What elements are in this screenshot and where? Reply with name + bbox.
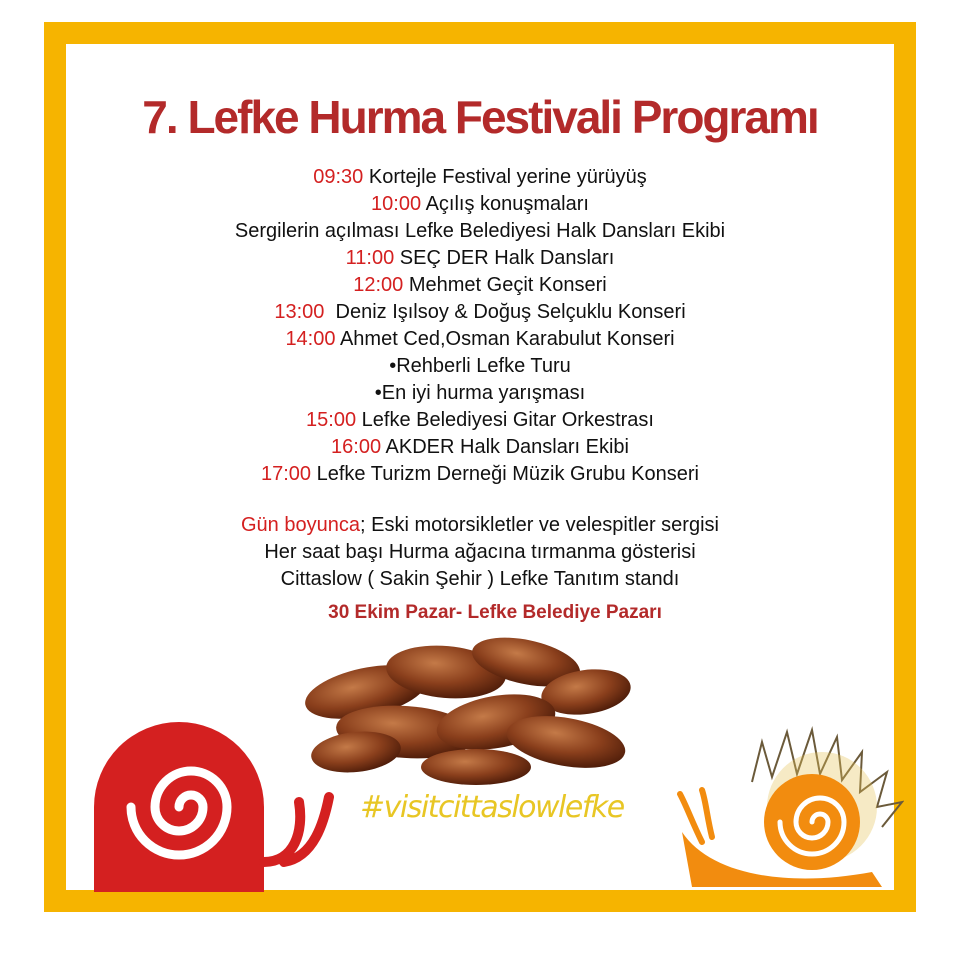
schedule-item: [0, 272, 960, 299]
all-day-section: [0, 512, 960, 593]
schedule-text: •En iyi hurma yarışması: [374, 382, 586, 404]
schedule-text: Lefke Turizm Derneği Müzik Grubu Konseri: [311, 463, 699, 485]
hashtag: #visitcittaslowlefke: [360, 790, 624, 825]
all-day-line: [0, 512, 960, 539]
dates-image: [296, 632, 646, 792]
schedule-text: Ahmet Ced,Osman Karabulut Konseri: [335, 328, 675, 350]
all-day-line: Cittaslow ( Sakin Şehir ) Lefke Tanıtım standı: [280, 568, 680, 590]
schedule-item: [0, 218, 960, 245]
poster-title: 7. Lefke Hurma Festivali Programı: [142, 91, 818, 143]
schedule-time: 16:00: [331, 436, 382, 458]
red-snail-logo: [84, 712, 334, 892]
schedule-time: 11:00: [345, 247, 395, 269]
all-day-text: ; Eski motorsikletler ve velespitler sergisi: [359, 514, 719, 536]
schedule-item: [0, 299, 960, 326]
schedule-time: 17:00: [261, 463, 312, 485]
schedule-text: Deniz Işılsoy & Doğuş Selçuklu Konseri: [324, 301, 686, 323]
schedule-text: •Rehberli Lefke Turu: [389, 355, 571, 377]
schedule-text: Sergilerin açılması Lefke Belediyesi Halk Dansları Ekibi: [234, 220, 726, 242]
schedule-item: [0, 407, 960, 434]
schedule-item: [0, 164, 960, 191]
schedule-text: AKDER Halk Dansları Ekibi: [381, 436, 629, 458]
orange-snail-sun-logo: [672, 712, 904, 892]
schedule-time: 12:00: [353, 274, 404, 296]
schedule-item: [0, 434, 960, 461]
all-day-line: Her saat başı Hurma ağacına tırmanma gösterisi: [264, 541, 696, 563]
schedule-item: [0, 326, 960, 353]
schedule-item: [0, 461, 960, 488]
schedule-time: 10:00: [371, 193, 422, 215]
date-location: 30 Ekim Pazar- Lefke Belediye Pazarı: [328, 602, 662, 623]
schedule-item: [0, 353, 960, 380]
schedule-list: [0, 164, 960, 488]
schedule-item: [0, 191, 960, 218]
schedule-item: [0, 245, 960, 272]
schedule-time: 14:00: [285, 328, 336, 350]
schedule-time: 09:30: [313, 166, 364, 188]
schedule-item: [0, 380, 960, 407]
schedule-text: Kortejle Festival yerine yürüyüş: [363, 166, 647, 188]
schedule-text: Lefke Belediyesi Gitar Orkestrası: [356, 409, 654, 431]
all-day-label: Gün boyunca: [241, 514, 360, 536]
schedule-time: 13:00: [274, 301, 325, 323]
schedule-time: 15:00: [306, 409, 357, 431]
schedule-text: Açılış konuşmaları: [421, 193, 589, 215]
schedule-text: Mehmet Geçit Konseri: [403, 274, 607, 296]
schedule-text: SEÇ DER Halk Dansları: [394, 247, 615, 269]
